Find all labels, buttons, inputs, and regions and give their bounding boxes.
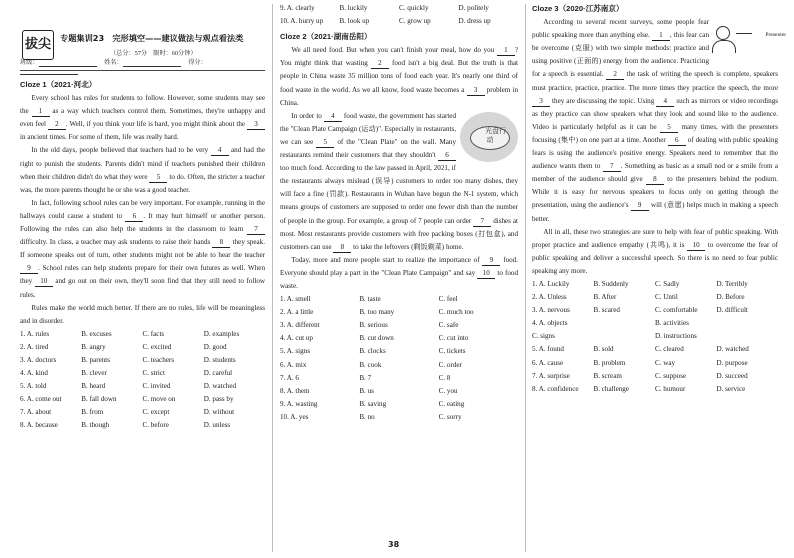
passage-text: Today, more and more people start to realize the importance of	[291, 255, 483, 264]
answer-blank[interactable]: 5	[316, 137, 334, 148]
passage-text: ? You might think that wasting	[280, 46, 518, 68]
option-choice[interactable]: C. way	[655, 358, 676, 367]
option-row	[532, 317, 778, 330]
option-choice[interactable]: C. feel	[438, 295, 458, 304]
option-choice[interactable]: 7. A. about	[20, 408, 52, 417]
option-row	[280, 398, 518, 411]
answer-blank[interactable]: 5	[149, 172, 167, 183]
option-choice[interactable]: B. look up	[339, 17, 370, 26]
option-choice[interactable]: 6. A. mix	[280, 360, 307, 369]
passage-text: to the presenters behind the podium. While it is easy for nervous speakers to focus only on getting through the presentation, using the audience's	[532, 175, 778, 210]
option-choice[interactable]: C. suppose	[655, 371, 687, 380]
header-divider	[20, 70, 265, 71]
grade-label: 得分：	[188, 59, 207, 66]
option-choice[interactable]: B. activities	[655, 319, 689, 328]
option-choice[interactable]: D. watched	[203, 382, 237, 391]
name-label: 姓名：	[104, 59, 123, 66]
option-choice[interactable]: 3. A. different	[280, 321, 320, 330]
option-row	[280, 332, 518, 345]
cloze3-passage	[532, 16, 787, 278]
cloze1-options	[20, 328, 265, 433]
answer-blank[interactable]: 7	[473, 216, 491, 227]
paragraph	[20, 92, 265, 144]
arrow-icon	[736, 33, 752, 34]
option-choice[interactable]: B. heard	[81, 382, 106, 391]
option-choice[interactable]: B. parents	[81, 355, 111, 364]
option-choice[interactable]: C. before	[142, 421, 169, 430]
answer-blank[interactable]: 9	[482, 255, 500, 266]
clean-plate-badge: 光盘行动	[470, 126, 510, 150]
option-choice[interactable]: 1. A. rules	[20, 329, 50, 338]
passage-text: in ancient times. For some of them, life was really hard.	[20, 133, 179, 142]
passage-text: of dealing with public speaking fears is using the audience's positive energy. Speakers need to remember that the audience wants them to	[532, 135, 778, 171]
paragraph	[280, 110, 518, 254]
answer-blank[interactable]: 4	[656, 96, 674, 107]
option-choice[interactable]: D. politely	[458, 4, 489, 12]
option-choice[interactable]: C. humour	[655, 384, 686, 393]
column-right	[532, 0, 787, 558]
option-choice[interactable]: 4. A. cut up	[280, 334, 313, 343]
option-row	[280, 372, 518, 385]
brand-logo: 拔尖	[22, 30, 54, 60]
option-choice[interactable]: 10. A. hurry up	[280, 17, 324, 26]
option-row	[20, 354, 265, 367]
option-choice[interactable]: C. eating	[438, 399, 465, 408]
page-header	[20, 0, 265, 58]
passage-text: food waste, the government has started the "Clean Plate Campaign (运动)". Especially in restaurants, we can see	[280, 111, 456, 146]
option-choice[interactable]: C. signs	[532, 332, 555, 341]
option-row	[280, 2, 518, 15]
option-choice[interactable]: 3. A. nervous	[532, 306, 570, 315]
option-choice[interactable]: 5. A. told	[20, 382, 47, 391]
option-choice[interactable]: B. taste	[359, 295, 381, 304]
name-field[interactable]	[123, 59, 181, 67]
option-choice[interactable]: C. Until	[655, 293, 678, 302]
answer-blank[interactable]: 8	[212, 237, 230, 248]
column-divider	[272, 4, 273, 552]
passage-text: to take the leftovers (剩饭剩菜) home.	[351, 242, 464, 251]
option-row	[280, 345, 518, 358]
option-choice[interactable]: D. good	[203, 342, 227, 351]
answer-blank[interactable]: 4	[211, 145, 229, 156]
passage-text: to do. Often, the stricter a teacher was, the more parents thought he or she was a good teacher.	[20, 172, 265, 194]
passage-text: and go out on their own, they'll soon find that they still need to follow rules.	[20, 277, 265, 299]
option-choice[interactable]: 5. A. signs	[280, 347, 310, 356]
option-choice[interactable]: D. without	[203, 408, 235, 417]
passage-text: too much food. According to the law passed in April, 2021, if the restaurants always mislead (误导) customers to order too many dishes, they will face a fine (罚款). Restaurants in Wuhan have begun the N-1 system, which means groups of customers are supposed to order one fewer dish than the number of people in the group. For example, a group of 7 people can order	[280, 164, 518, 225]
column-middle	[280, 0, 518, 558]
passage-text: they speak. If someone speaks out of turn, other students might not be able to hear the teacher	[20, 238, 265, 260]
passage-text: of the "Clean Plate" on the wall. Many restaurants remind their customers that they shouldn't	[280, 137, 456, 160]
option-choice[interactable]: B. too many	[359, 308, 395, 317]
option-choice[interactable]: D. watched	[716, 345, 749, 354]
cloze1-options-continued	[280, 2, 518, 28]
option-choice[interactable]: 9. A. clearly	[280, 4, 315, 12]
passage-text: will (意愿) helps much in making a speech better.	[532, 201, 778, 223]
option-choice[interactable]: C. tickets	[438, 347, 466, 356]
option-choice[interactable]: C. quickly	[399, 4, 429, 12]
passage-text: In order to	[291, 111, 324, 120]
option-choice[interactable]: 6. A. cause	[532, 358, 564, 367]
option-choice[interactable]: 9. A. wasting	[280, 399, 318, 408]
option-choice[interactable]: C. sorry	[438, 412, 462, 421]
column-left	[20, 0, 265, 558]
answer-blank[interactable]: 8	[333, 242, 351, 253]
option-row	[532, 330, 778, 343]
passage-text: All in all, these two strategies are sure to help with fear of public speaking. With proper practice and audience empathy (共鸣), it is	[532, 227, 778, 249]
answer-blank[interactable]: 10	[35, 276, 53, 287]
unit-title: 专题集训23 完形填空——建议做法与观点看法类	[60, 33, 244, 43]
passage-text: dishes at most. Most restaurants provide customers with free packing boxes (打包盒), and customers can use	[280, 216, 518, 251]
option-row	[280, 359, 518, 372]
cloze2-options	[280, 293, 518, 424]
option-choice[interactable]: D. difficult	[716, 306, 748, 315]
option-choice[interactable]: C. grow up	[399, 17, 431, 26]
option-choice[interactable]: B. fall down	[81, 395, 117, 404]
option-choice[interactable]: B. saving	[359, 399, 387, 408]
option-choice[interactable]: 5. A. found	[532, 345, 564, 354]
option-choice[interactable]: D. pass by	[203, 395, 234, 404]
option-row	[280, 15, 518, 28]
paragraph	[20, 197, 265, 302]
student-info-form	[20, 59, 265, 75]
option-choice[interactable]: B. no	[359, 412, 375, 421]
option-choice[interactable]: 4. A. objects	[532, 319, 568, 328]
option-choice[interactable]: B. cut down	[359, 334, 394, 343]
option-choice[interactable]: C. 8	[438, 373, 451, 382]
option-choice[interactable]: B. problem	[593, 358, 626, 367]
option-choice[interactable]: 10. A. yes	[280, 412, 309, 421]
option-choice	[717, 330, 779, 343]
passage-text: According to several recent surveys, some people fear public speaking more than anything else.	[532, 18, 709, 40]
option-choice[interactable]: B. cook	[359, 360, 382, 369]
option-choice[interactable]: D. unless	[203, 421, 231, 430]
cloze2-title: Cloze 2（2021·湖南岳阳）	[280, 32, 372, 42]
answer-blank[interactable]: 9	[20, 263, 38, 274]
answer-blank[interactable]: 7	[603, 161, 621, 172]
option-choice[interactable]: 8. A. because	[20, 421, 58, 430]
score-info: （总分：57分 限时：60分钟）	[110, 50, 197, 57]
class-field[interactable]	[39, 59, 97, 67]
option-row	[532, 278, 778, 291]
option-choice[interactable]: B. scream	[593, 371, 622, 380]
answer-blank[interactable]: 3	[467, 85, 485, 96]
cloze3-options	[532, 278, 778, 396]
passage-text: they are discussing the topic. Using	[550, 96, 657, 105]
option-choice[interactable]: 7. A. surprise	[532, 371, 570, 380]
option-row	[532, 291, 778, 304]
option-row	[20, 393, 265, 406]
option-row	[532, 304, 778, 317]
option-choice	[717, 317, 779, 330]
option-row	[532, 357, 778, 370]
option-choice[interactable]: B. scared	[593, 306, 620, 315]
passage-text: food isn't a big deal. But the truth is that people in China waste 35 million tons of food each year. It's nearly one third of food waste in the world. As we all know, food waste becomes a	[280, 59, 518, 94]
paragraph	[532, 16, 787, 226]
option-choice[interactable]: 7. A. 6	[280, 373, 299, 382]
option-choice[interactable]: 6. A. come out	[20, 395, 62, 404]
option-choice[interactable]: C. cleared	[655, 345, 684, 354]
presenter-illustration	[712, 16, 787, 54]
option-choice[interactable]: D. careful	[203, 369, 233, 378]
presenter-label: Presenter	[765, 32, 787, 39]
person-body-icon	[712, 40, 736, 53]
option-row	[532, 343, 778, 356]
option-choice[interactable]: B. After	[593, 293, 617, 302]
answer-blank[interactable]: 1	[652, 30, 670, 41]
passage-text: . It may hurt himself or another person. Following the rules can also help the students in the classroom to learn	[20, 211, 265, 234]
passage-text: , this fear can be overcome (克服) with two simple methods: practice and using positive (正面的) energy from the audience. Practicing for a speech is essential.	[532, 31, 709, 79]
cloze1-title: Cloze 1（2021·河北）	[20, 80, 97, 89]
option-row	[20, 328, 265, 341]
option-choice[interactable]: D. dress up	[458, 17, 491, 26]
passage-text: such as mirrors or video recordings as they practice can show speakers what they look and sound like to the audience. Video is particularly helpful as it can be	[532, 96, 779, 131]
option-choice[interactable]: C. comfortable	[655, 306, 698, 315]
paragraph	[532, 226, 778, 278]
option-choice[interactable]: C. strict	[142, 369, 165, 378]
paragraph	[20, 302, 265, 328]
passage-text: difficulty. In class, a teacher may ask students to raise their hands	[20, 238, 213, 247]
cloze1-passage	[20, 92, 265, 328]
column-divider	[525, 4, 526, 552]
answer-blank[interactable]: 1	[497, 45, 515, 56]
answer-blank[interactable]: 10	[687, 240, 705, 251]
passage-text: problem in China.	[280, 85, 518, 107]
option-choice[interactable]: 3. A. doctors	[20, 355, 57, 364]
option-choice[interactable]: C. much too	[438, 308, 474, 317]
option-choice[interactable]: C. order	[438, 360, 462, 369]
option-choice[interactable]: C. teachers	[142, 355, 175, 364]
option-row	[20, 367, 265, 380]
option-choice[interactable]: B. clever	[81, 369, 107, 378]
passage-text: We all need food. But when you can't finish your meal, how do you	[291, 46, 497, 55]
option-choice[interactable]: B. serious	[359, 321, 388, 330]
option-choice[interactable]: B. angry	[81, 342, 106, 351]
option-choice[interactable]: D. succeed	[716, 371, 748, 380]
passage-text: Every school has rules for students to follow. However, some students may see the	[20, 94, 265, 116]
page-number: 38	[388, 540, 400, 549]
option-choice[interactable]: 2. A. Unless	[532, 293, 567, 302]
option-row	[280, 306, 518, 319]
option-choice	[594, 317, 656, 330]
answer-blank[interactable]: 10	[477, 268, 495, 279]
class-label: 班级：	[20, 59, 39, 66]
answer-blank[interactable]: 6	[125, 211, 143, 222]
option-row	[280, 411, 518, 424]
passage-text: to overcome the fear of public speaking and deliver a successful speech. So there is no need to fear public speaking any more.	[532, 240, 778, 275]
answer-blank[interactable]: 6	[438, 150, 456, 161]
passage-text: to food waste.	[280, 268, 518, 290]
answer-blank[interactable]: 6	[668, 135, 686, 146]
passage-text: and had the right to punish the students. Parents didn't mind if teachers punished their children when their children didn't do what they were	[20, 146, 265, 181]
option-choice[interactable]: B. sold	[593, 345, 614, 354]
option-row	[20, 380, 265, 393]
cloze3-title: Cloze 3（2020·江苏南京）	[532, 4, 624, 13]
option-choice[interactable]: C. invited	[142, 382, 171, 391]
option-choice[interactable]: B. challenge	[593, 384, 629, 393]
option-choice[interactable]: C. you	[438, 386, 458, 395]
option-row	[532, 370, 778, 383]
option-choice[interactable]: D. purpose	[716, 358, 748, 367]
passage-text: In fact, following school rules can be very important. For example, running in the hallways could cause a student to	[20, 198, 265, 220]
answer-blank[interactable]: 4	[324, 111, 342, 122]
passage-text: food. Everyone should play a part in the "Clean Plate Campaign" and say	[280, 255, 518, 277]
option-choice[interactable]: B. luckily	[339, 4, 368, 12]
option-choice[interactable]: B. clocks	[359, 347, 386, 356]
option-choice[interactable]: B. us	[359, 386, 374, 395]
option-row	[532, 383, 778, 396]
option-choice[interactable]: C. excited	[142, 342, 172, 351]
option-choice[interactable]: C. move on	[142, 395, 176, 404]
option-row	[20, 419, 265, 432]
option-choice[interactable]: C. facts	[142, 329, 165, 338]
option-choice	[594, 330, 656, 343]
option-choice[interactable]: D. Before	[716, 293, 745, 302]
answer-blank[interactable]: 5	[660, 122, 678, 133]
option-choice[interactable]: C. cut into	[438, 334, 469, 343]
answer-blank[interactable]: 7	[247, 224, 265, 235]
paragraph	[280, 254, 518, 293]
passage-text: Rules make the world much better. If there are no rules, life will be meaningless and in disorder.	[20, 303, 265, 325]
option-choice[interactable]: 4. A. kind	[20, 369, 48, 378]
answer-blank[interactable]: 2	[606, 69, 624, 80]
option-choice[interactable]: 1. A. smell	[280, 295, 311, 304]
option-row	[20, 406, 265, 419]
paragraph	[20, 144, 265, 196]
passage-text: the task of writing the speech is complete, speakers must practice, practice, practice. The more times they practice the speech, the more	[532, 70, 778, 92]
option-choice[interactable]: D. students	[203, 355, 236, 364]
option-choice[interactable]: C. Sadly	[655, 279, 680, 288]
option-row	[280, 319, 518, 332]
option-row	[280, 385, 518, 398]
passage-text: many times, with the presenters focusing (集中) on one part at a time. Another	[532, 122, 778, 144]
passage-text: In the old days, people believed that teachers had to be very	[31, 146, 211, 155]
option-choice[interactable]: B. 7	[359, 373, 372, 382]
option-choice[interactable]: C. except	[142, 408, 170, 417]
option-choice[interactable]: D. examples	[203, 329, 240, 338]
answer-blank[interactable]: 9	[631, 200, 649, 211]
answer-blank[interactable]: 2	[48, 119, 66, 130]
option-choice[interactable]: D. Terribly	[716, 279, 748, 288]
option-choice[interactable]: B. though	[81, 421, 110, 430]
cloze2-passage	[280, 44, 518, 293]
option-choice[interactable]: 2. A. a little	[280, 308, 314, 317]
paragraph	[280, 44, 518, 109]
option-choice[interactable]: 2. A. tired	[20, 342, 49, 351]
answer-blank[interactable]: 2	[371, 58, 389, 69]
passage-text: . School rules can help students prepare for their own futures as well. When they	[20, 264, 265, 286]
person-head-icon	[716, 26, 730, 40]
option-choice[interactable]: B. excuses	[81, 329, 112, 338]
option-row	[280, 293, 518, 306]
answer-blank[interactable]: 8	[646, 174, 664, 185]
answer-blank[interactable]: 3	[532, 96, 550, 107]
option-choice[interactable]: D. service	[716, 384, 746, 393]
cloze1-section	[20, 76, 265, 433]
option-choice[interactable]: 8. A. them	[280, 386, 310, 395]
option-choice[interactable]: B. from	[81, 408, 104, 417]
answer-blank[interactable]: 1	[32, 106, 50, 117]
clean-plate-image	[460, 112, 518, 162]
option-choice[interactable]: 8. A. confidence	[532, 384, 579, 393]
option-choice[interactable]: D. instructions	[655, 332, 697, 341]
grade-field[interactable]	[20, 67, 78, 75]
passage-text: as a way which teachers control them. Sometimes, they're unhappy and even feel	[20, 107, 265, 129]
answer-blank[interactable]: 3	[247, 119, 265, 130]
option-choice[interactable]: 1. A. Luckily	[532, 279, 570, 288]
option-row	[20, 341, 265, 354]
option-choice[interactable]: C. safe	[438, 321, 459, 330]
option-choice[interactable]: B. Suddenly	[593, 279, 629, 288]
passage-text: . Well, if you think your life is hard, you might think about the	[65, 120, 247, 129]
passage-text: . Something as basic as a small nod or a smile from a member of the audience should give	[532, 162, 778, 184]
